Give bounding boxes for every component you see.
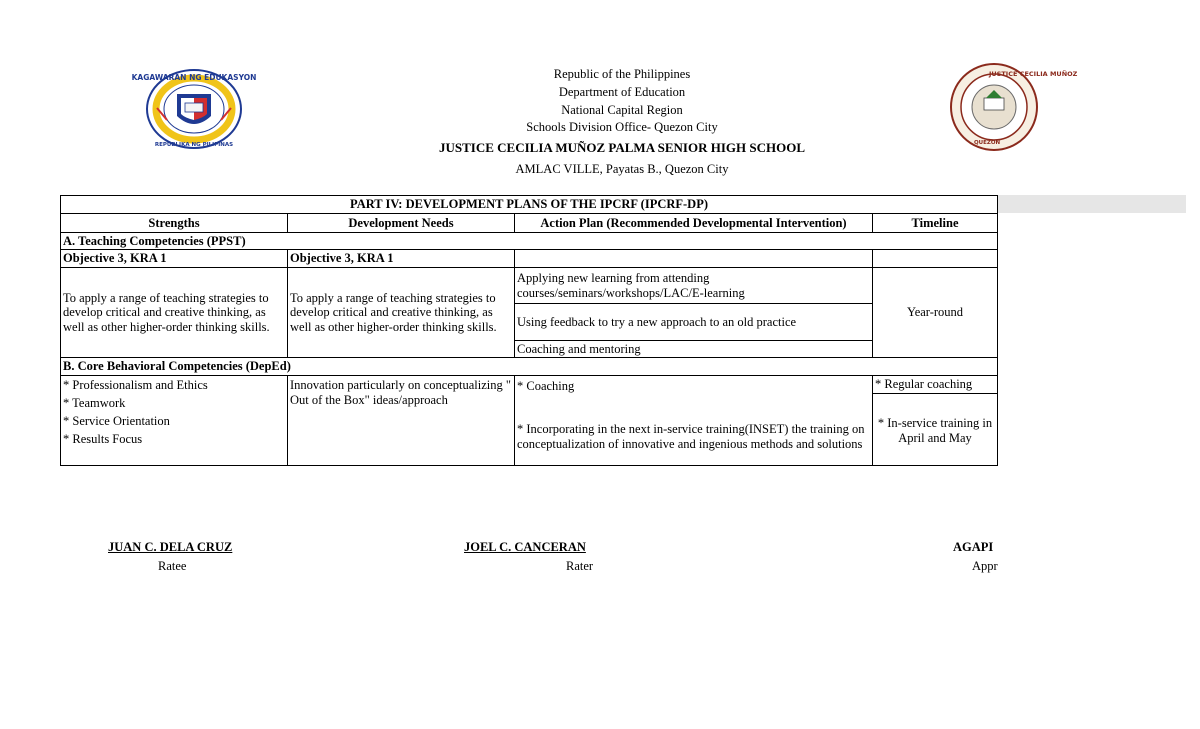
approver-name: AGAPI	[953, 540, 994, 554]
school-seal-top-text: JUSTICE CECILIA MUÑOZ	[989, 70, 1078, 78]
table-title: PART IV: DEVELOPMENT PLANS OF THE IPCRF (IPCRF-DP)	[60, 195, 998, 214]
deped-seal-top-text: KAGAWARAN NG EDUKASYON	[131, 73, 257, 82]
school-seal-logo	[944, 62, 1078, 152]
section-a-action-3	[514, 340, 873, 358]
section-a-action-1-text: Applying new learning from attending courses/seminars/workshops/LAC/E-learning	[517, 271, 745, 300]
section-b-strengths	[60, 375, 288, 466]
deped-seal-logo	[131, 68, 257, 150]
section-a-title: A. Teaching Competencies (PPST)	[60, 232, 998, 250]
section-a-action-2	[514, 303, 873, 341]
section-b-strength-item: * Professionalism and Ethics	[63, 378, 208, 392]
deped-seal-bottom-text: REPUBLIKA NG PILIPINAS	[154, 142, 234, 148]
header-republic: Republic of the Philippines	[553, 67, 691, 81]
section-b-need-text: Innovation particularly on conceptualizing " Out of the Box" ideas/approach	[290, 378, 512, 407]
document-header	[380, 66, 864, 137]
header-region: National Capital Region	[561, 102, 683, 117]
header-department: Department of Education	[558, 84, 686, 99]
section-b-need	[287, 375, 515, 466]
section-a-strength-value: To apply a range of teaching strategies to develop critical and creative thinking, as well as other higher-order thinking skills.	[63, 290, 270, 334]
section-a-objective-action-empty	[514, 249, 873, 268]
section-b-action-2: * Incorporating in the next in-service training(INSET) the training on conceptualization of innovative and ingenious methods and solutions	[517, 422, 865, 451]
col-header-timeline: Timeline	[872, 213, 998, 233]
section-b-timeline-2: * In-service training in April and May	[872, 393, 998, 466]
school-seal-bottom-text: QUEZON	[974, 140, 1001, 146]
section-a-timeline	[872, 267, 998, 358]
col-header-action-plan: Action Plan (Recommended Developmental Intervention)	[514, 213, 873, 233]
section-b-action-1: * Coaching	[517, 379, 575, 393]
school-address: AMLAC VILLE, Payatas B., Quezon City	[515, 162, 729, 176]
grey-strip	[998, 195, 1186, 213]
col-header-development-needs: Development Needs	[287, 213, 515, 233]
section-a-action-1	[514, 267, 873, 304]
section-b-strength-item: * Results Focus	[63, 432, 143, 446]
section-b-title: B. Core Behavioral Competencies (DepEd)	[60, 357, 998, 376]
section-a-action-2-text: Using feedback to try a new approach to an old practice	[517, 314, 797, 329]
section-a-need-text	[287, 267, 515, 358]
section-b-actions	[514, 375, 873, 466]
header-division: Schools Division Office- Quezon City	[526, 120, 718, 135]
section-a-strength-text	[60, 267, 288, 358]
col-header-strengths: Strengths	[60, 213, 288, 233]
section-a-need-value: To apply a range of teaching strategies to develop critical and creative thinking, as well as other higher-order thinking skills.	[290, 290, 497, 334]
section-b-strength-item: * Service Orientation	[63, 414, 170, 428]
rater-name: JOEL C. CANCERAN	[464, 540, 586, 554]
ratee-role: Ratee	[158, 559, 187, 573]
ratee-name: JUAN C. DELA CRUZ	[108, 540, 233, 554]
section-a-objective-strength: Objective 3, KRA 1	[60, 249, 288, 268]
section-a-action-3-text: Coaching and mentoring	[517, 341, 641, 356]
rater-role: Rater	[566, 559, 594, 573]
school-name: JUSTICE CECILIA MUÑOZ PALMA SENIOR HIGH SCHOOL	[439, 140, 805, 155]
approver-role: Appr	[972, 559, 998, 573]
section-a-objective-need: Objective 3, KRA 1	[287, 249, 515, 268]
section-a-objective-timeline-empty	[872, 249, 998, 268]
section-b-strength-item: * Teamwork	[63, 396, 126, 410]
section-a-timeline-text: Year-round	[906, 305, 964, 320]
section-b-timeline-1: * Regular coaching	[872, 375, 998, 394]
